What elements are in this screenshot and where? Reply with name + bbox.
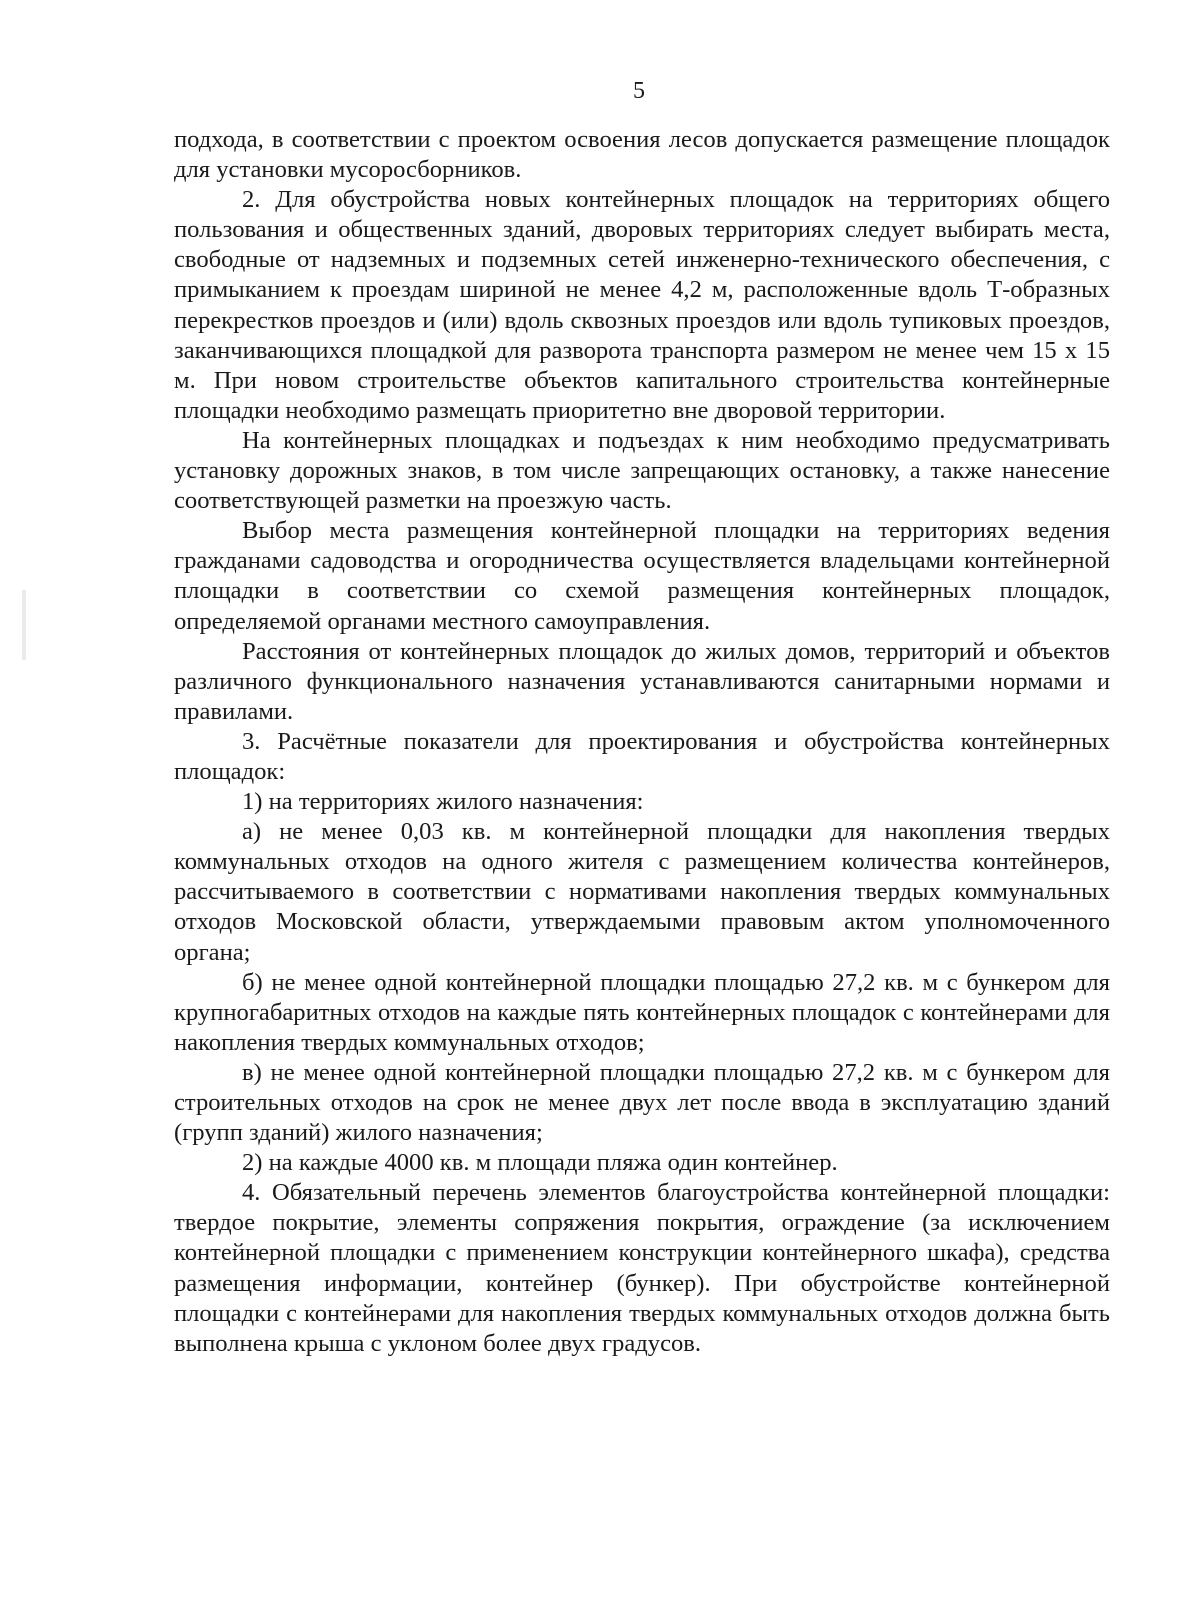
scan-artifact <box>22 590 26 660</box>
paragraph-continuation: подхода, в соответствии с проектом освоения лесов допускается размещение площадок для установки мусоросборников. <box>174 126 1110 184</box>
page-number: 5 <box>633 78 645 104</box>
document-body <box>174 125 1110 1359</box>
paragraph-subitem-1: 1) на территориях жилого назначения: <box>242 788 644 816</box>
paragraph-road-signs: На контейнерных площадках и подъездах к ним необходимо предусматривать установку дорожных знаков, в том числе запрещающих остановку, а также нанесение соответствующей разметки на проезжую часть. <box>174 426 1110 515</box>
paragraph-item-4: 4. Обязательный перечень элементов благоустройства контейнерной площадки: твердое покрытие, элементы сопряжения покрытия, ограждение (за исключением контейнерной площадки с применением конструкции контейнерного шкафа), средства размещения информации, контейнер (бункер). При обустройстве контейнерной площадки с контейнерами для накопления твердых коммунальных отходов должна быть выполнена крыша с уклоном более двух градусов. <box>174 1179 1110 1357</box>
paragraph-distances: Расстояния от контейнерных площадок до жилых домов, территорий и объектов различного функционального назначения устанавливаются санитарными нормами и правилами. <box>174 637 1110 725</box>
paragraph-subitem-v: в) не менее одной контейнерной площадки площадью 27,2 кв. м с бункером для строительных отходов на срок не менее двух лет после ввода в эксплуатацию зданий (групп зданий) жилого назначения; <box>174 1058 1110 1147</box>
paragraph-subitem-2: 2) на каждые 4000 кв. м площади пляжа один контейнер. <box>242 1149 838 1177</box>
paragraph-item-3: 3. Расчётные показатели для проектирования и обустройства контейнерных площадок: <box>174 727 1110 785</box>
paragraph-site-selection: Выбор места размещения контейнерной площадки на территориях ведения гражданами садоводства и огородничества осуществляется владельцами контейнерной площадки в соответствии со схемой размещения контейнерных площадок, определяемой органами местного самоуправления. <box>174 517 1110 635</box>
paragraph-item-2: 2. Для обустройства новых контейнерных площадок на территориях общего пользования и общественных зданий, дворовых территориях следует выбирать места, свободные от надземных и подземных сетей инженерно-технического обеспечения, с примыканием к проездам шириной не менее 4,2 м, расположенные вдоль Т-образных перекрестков проездов и (или) вдоль сквозных проездов или вдоль тупиковых проездов, заканчивающихся площадкой для разворота транспорта размером не менее чем 15 х 15 м. При новом строительстве объектов капитального строительства контейнерные площадки необходимо размещать приоритетно вне дворовой территории. <box>174 186 1110 424</box>
paragraph-subitem-a: а) не менее 0,03 кв. м контейнерной площадки для накопления твердых коммунальных отходов на одного жителя с размещением количества контейнеров, рассчитываемого в соответствии с нормативами накопления твердых коммунальных отходов Московской области, утверждаемыми правовым актом уполномоченного органа; <box>174 818 1110 966</box>
paragraph-subitem-b: б) не менее одной контейнерной площадки площадью 27,2 кв. м с бункером для крупногабаритных отходов на каждые пять контейнерных площадок с контейнерами для накопления твердых коммунальных отходов; <box>174 968 1110 1056</box>
